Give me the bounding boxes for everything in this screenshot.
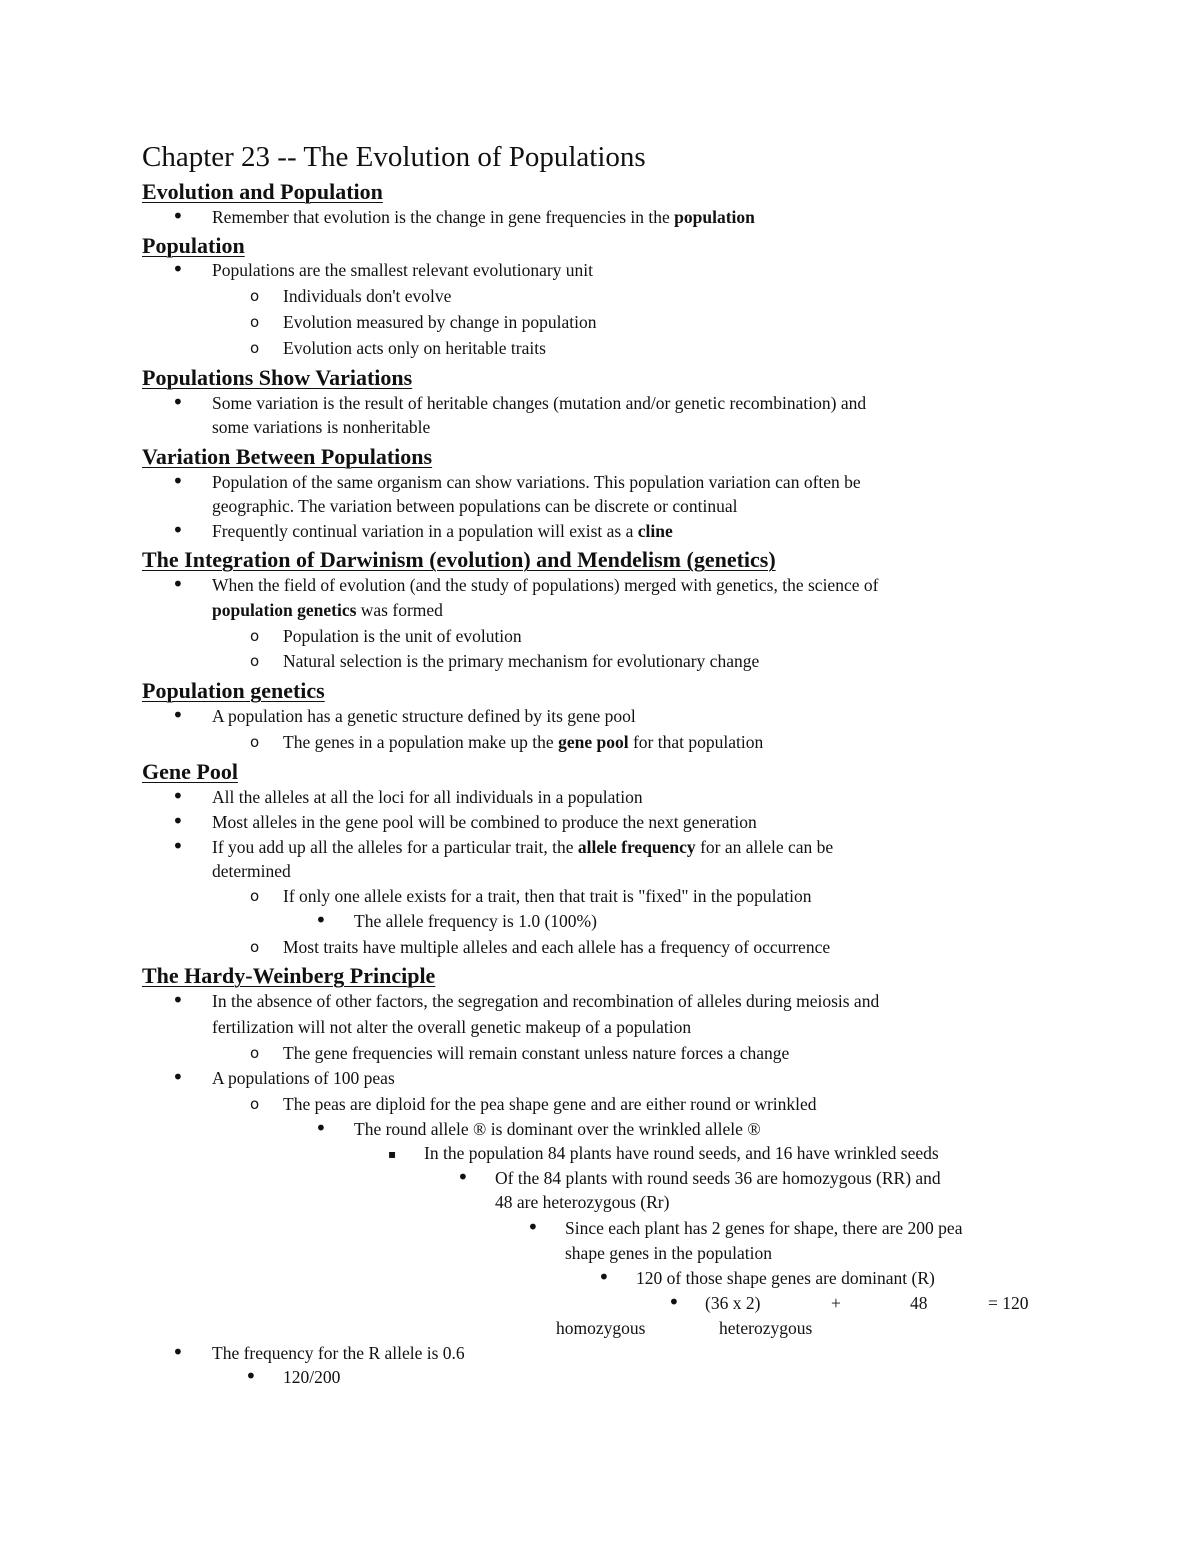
bullet-icon bbox=[527, 1215, 539, 1242]
circle-bullet-icon bbox=[250, 884, 259, 909]
list-item: Natural selection is the primary mechanism for evolutionary change bbox=[283, 651, 760, 671]
list-item: In the absence of other factors, the segregation and recombination of alleles during meiosis and bbox=[212, 991, 880, 1011]
square-bullet-icon bbox=[388, 1141, 396, 1167]
list-item-continuation: geographic. The variation between populations can be discrete or continual bbox=[212, 496, 738, 516]
heading-evolution-and-population: Evolution and Population bbox=[142, 179, 383, 204]
bullet-icon bbox=[598, 1265, 610, 1292]
bullet-icon bbox=[457, 1165, 469, 1192]
equation-term: (36 x 2) bbox=[705, 1293, 761, 1313]
list-item-continuation: shape genes in the population bbox=[565, 1243, 773, 1263]
list-item-continuation: determined bbox=[212, 861, 291, 881]
list-item: In the population 84 plants have round seeds, and 16 have wrinkled seeds bbox=[424, 1143, 939, 1163]
equation-term: 48 bbox=[910, 1293, 928, 1313]
list-item: Population is the unit of evolution bbox=[283, 626, 522, 646]
list-item: Remember that evolution is the change in gene frequencies in the population bbox=[212, 207, 755, 227]
circle-bullet-icon bbox=[250, 1092, 259, 1117]
list-item: Most alleles in the gene pool will be combined to produce the next generation bbox=[212, 812, 757, 832]
bullet-icon bbox=[172, 1340, 184, 1367]
list-item: Populations are the smallest relevant evolutionary unit bbox=[212, 260, 594, 280]
list-item: 120/200 bbox=[283, 1367, 341, 1387]
list-item: Frequently continual variation in a population will exist as a cline bbox=[212, 521, 673, 541]
bullet-icon bbox=[172, 204, 184, 231]
list-item: The peas are diploid for the pea shape gene and are either round or wrinkled bbox=[283, 1094, 817, 1114]
list-item: When the field of evolution (and the study of populations) merged with genetics, the science of bbox=[212, 575, 879, 595]
heading-gene-pool: Gene Pool bbox=[142, 759, 238, 784]
list-item-continuation: population genetics was formed bbox=[212, 600, 443, 620]
circle-bullet-icon bbox=[250, 730, 259, 755]
bullet-icon bbox=[172, 390, 184, 417]
list-item: 120 of those shape genes are dominant (R) bbox=[636, 1268, 935, 1288]
heading-population: Population bbox=[142, 233, 245, 258]
equation-result: = 120 bbox=[988, 1293, 1029, 1313]
heading-populations-show-variations: Populations Show Variations bbox=[142, 365, 413, 390]
list-item: If only one allele exists for a trait, then that trait is "fixed" in the population bbox=[283, 886, 812, 906]
heading-hardy-weinberg-principle: The Hardy-Weinberg Principle bbox=[142, 963, 436, 988]
list-item: Most traits have multiple alleles and each allele has a frequency of occurrence bbox=[283, 937, 831, 957]
list-item-continuation: fertilization will not alter the overall genetic makeup of a population bbox=[212, 1017, 692, 1037]
equation-label: homozygous bbox=[556, 1318, 646, 1338]
bullet-icon bbox=[315, 908, 327, 935]
equation-operator: + bbox=[831, 1293, 841, 1313]
bullet-icon bbox=[172, 469, 184, 496]
list-item: The allele frequency is 1.0 (100%) bbox=[354, 911, 597, 931]
circle-bullet-icon bbox=[250, 336, 259, 361]
circle-bullet-icon bbox=[250, 935, 259, 960]
list-item: Evolution acts only on heritable traits bbox=[283, 338, 546, 358]
bullet-icon bbox=[172, 518, 184, 545]
bullet-icon bbox=[172, 257, 184, 284]
bullet-icon bbox=[172, 784, 184, 811]
list-item: Some variation is the result of heritable changes (mutation and/or genetic recombination) and bbox=[212, 393, 867, 413]
heading-variation-between-populations: Variation Between Populations bbox=[142, 444, 433, 469]
equation-label: heterozygous bbox=[719, 1318, 813, 1338]
list-item: A populations of 100 peas bbox=[212, 1068, 395, 1088]
bullet-icon bbox=[668, 1290, 680, 1317]
list-item: The gene frequencies will remain constant unless nature forces a change bbox=[283, 1043, 790, 1063]
list-item: Evolution measured by change in population bbox=[283, 312, 597, 332]
list-item: Since each plant has 2 genes for shape, there are 200 pea bbox=[565, 1218, 963, 1238]
bullet-icon bbox=[172, 1065, 184, 1092]
list-item: A population has a genetic structure defined by its gene pool bbox=[212, 706, 636, 726]
circle-bullet-icon bbox=[250, 284, 259, 309]
heading-population-genetics: Population genetics bbox=[142, 678, 325, 703]
heading-integration-darwinism-mendelism: The Integration of Darwinism (evolution) and Mendelism (genetics) bbox=[142, 547, 776, 572]
bullet-icon bbox=[172, 809, 184, 836]
bullet-icon bbox=[172, 703, 184, 730]
circle-bullet-icon bbox=[250, 1041, 259, 1066]
list-item-continuation: some variations is nonheritable bbox=[212, 417, 431, 437]
bullet-icon bbox=[172, 834, 184, 861]
bullet-icon bbox=[315, 1116, 327, 1143]
circle-bullet-icon bbox=[250, 310, 259, 335]
list-item: The genes in a population make up the gene pool for that population bbox=[283, 732, 764, 752]
bullet-icon bbox=[245, 1364, 257, 1391]
circle-bullet-icon bbox=[250, 624, 259, 649]
list-item: Of the 84 plants with round seeds 36 are homozygous (RR) and bbox=[495, 1168, 941, 1188]
list-item-continuation: 48 are heterozygous (Rr) bbox=[495, 1192, 670, 1212]
list-item: All the alleles at all the loci for all individuals in a population bbox=[212, 787, 643, 807]
list-item: The round allele ® is dominant over the wrinkled allele ® bbox=[354, 1119, 761, 1139]
bullet-icon bbox=[172, 572, 184, 599]
list-item: Population of the same organism can show variations. This population variation can often be bbox=[212, 472, 861, 492]
circle-bullet-icon bbox=[250, 649, 259, 674]
list-item: The frequency for the R allele is 0.6 bbox=[212, 1343, 465, 1363]
bullet-icon bbox=[172, 988, 184, 1015]
page-title: Chapter 23 -- The Evolution of Populations bbox=[142, 141, 646, 173]
list-item: If you add up all the alleles for a particular trait, the allele frequency for an allele can be bbox=[212, 837, 834, 857]
list-item: Individuals don't evolve bbox=[283, 286, 452, 306]
